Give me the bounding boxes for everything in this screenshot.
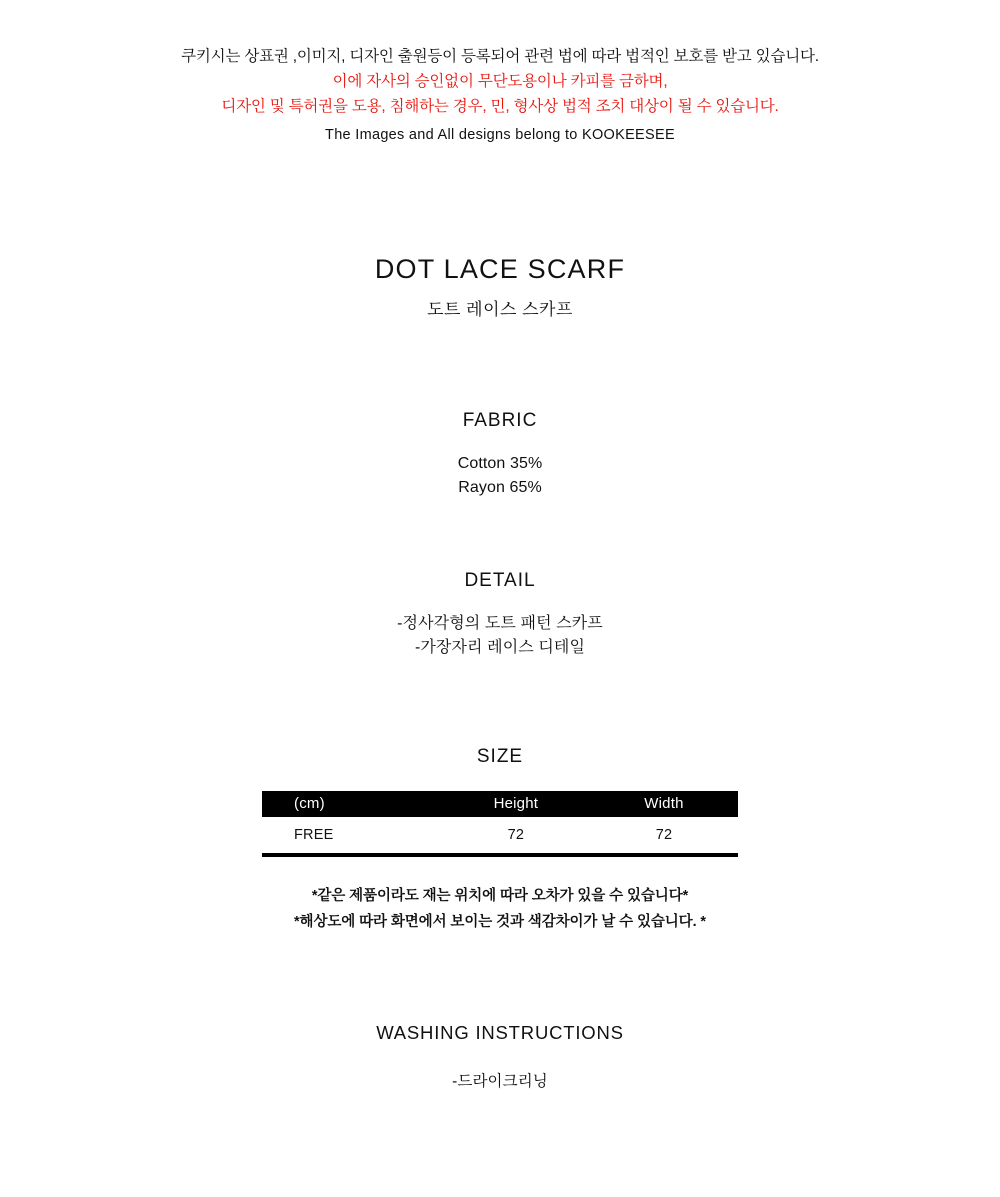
detail-body	[0, 612, 1000, 660]
size-note: *같은 제품이라도 재는 위치에 따라 오차가 있을 수 있습니다*	[311, 888, 689, 904]
detail-section	[0, 568, 1000, 660]
size-section	[0, 744, 1000, 935]
size-notes	[0, 883, 1000, 935]
size-table-header	[262, 791, 738, 817]
washing-body	[0, 1070, 1000, 1094]
washing-line: -드라이크리닝	[452, 1073, 548, 1090]
detail-line: -정사각형의 도트 패턴 스카프	[397, 615, 603, 632]
fabric-line: Cotton 35%	[457, 455, 543, 472]
notice-line-3: 디자인 및 특허권을 도용, 침해하는 경우, 민, 형사상 법적 조치 대상이 될 수 있습니다.	[221, 98, 779, 115]
size-note: *해상도에 따라 화면에서 보이는 것과 색감차이가 날 수 있습니다. *	[294, 914, 706, 930]
notice-line-2: 이에 자사의 승인없이 무단도용이나 카피를 금하며,	[332, 73, 668, 90]
washing-section	[0, 1020, 1000, 1094]
notice-line-1: 쿠키시는 상표권 ,이미지, 디자인 출원등이 등록되어 관련 법에 따라 법적인 보호를 받고 있습니다.	[181, 48, 819, 65]
fabric-line: Rayon 65%	[458, 479, 542, 496]
size-table-wrapper	[0, 791, 1000, 857]
size-table	[262, 791, 738, 857]
product-title-kr: 도트 레이스 스카프	[427, 300, 573, 319]
size-row-width: 72	[590, 817, 738, 855]
fabric-body	[0, 452, 1000, 500]
size-table-body	[262, 817, 738, 855]
fabric-heading: FABRIC	[462, 410, 538, 431]
detail-heading: DETAIL	[464, 570, 536, 591]
copyright-notice	[0, 44, 1000, 148]
detail-line: -가장자리 레이스 디테일	[414, 639, 586, 656]
product-title-en: DOT LACE SCARF	[374, 254, 626, 284]
size-col-unit: (cm)	[262, 791, 442, 817]
size-row-label: FREE	[262, 817, 442, 855]
size-col-height: Height	[442, 791, 590, 817]
size-row-height: 72	[442, 817, 590, 855]
table-header-row	[262, 791, 738, 817]
fabric-section	[0, 408, 1000, 500]
washing-heading: WASHING INSTRUCTIONS	[376, 1022, 624, 1043]
size-col-width: Width	[590, 791, 738, 817]
size-heading: SIZE	[476, 746, 524, 767]
product-title-block	[0, 252, 1000, 322]
table-row	[262, 817, 738, 855]
notice-line-english: The Images and All designs belong to KOOKEESEE	[325, 127, 675, 143]
